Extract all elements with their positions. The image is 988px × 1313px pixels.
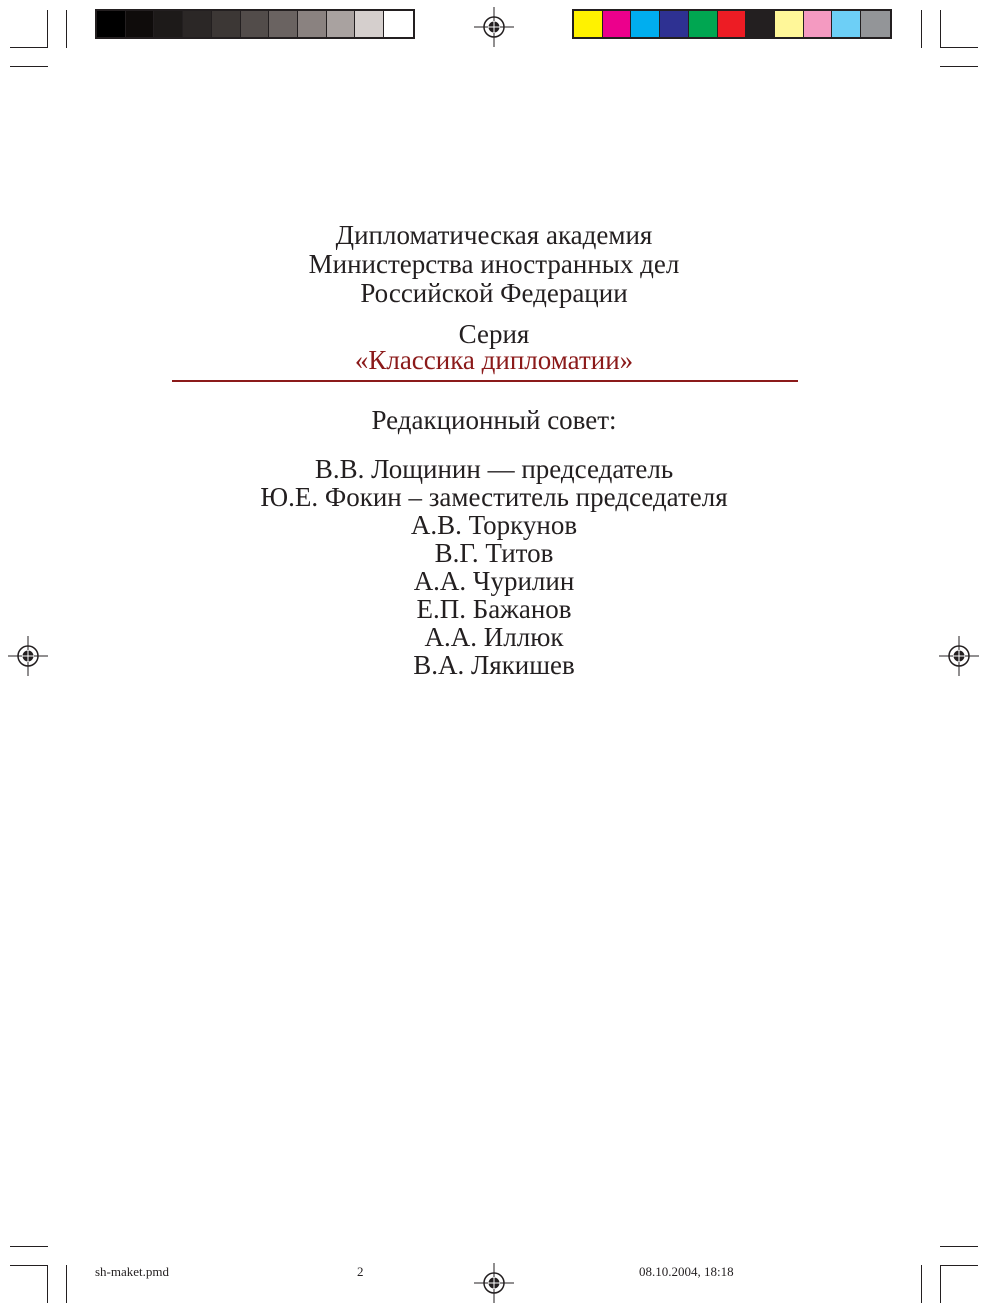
color-swatch <box>804 11 833 37</box>
board-member: В.А. Лякишев <box>413 650 575 680</box>
crop-mark <box>940 1265 941 1303</box>
institution-line: Дипломатическая академия <box>335 220 653 250</box>
crop-mark <box>921 10 922 48</box>
series-block <box>0 320 988 375</box>
board-member: А.В. Торкунов <box>410 510 578 540</box>
crop-mark <box>10 66 48 67</box>
color-swatch <box>183 11 212 37</box>
footer-timestamp: 08.10.2004, 18:18 <box>639 1264 734 1279</box>
crop-mark <box>940 66 978 67</box>
crop-mark <box>66 10 67 48</box>
crop-mark <box>940 10 941 48</box>
institution-line: Министерства иностранных дел <box>308 249 680 279</box>
color-swatch <box>97 11 126 37</box>
color-swatch <box>861 11 890 37</box>
color-swatch <box>689 11 718 37</box>
crop-mark <box>47 1265 48 1303</box>
footer-page-number: 2 <box>357 1264 364 1279</box>
board-member: А.А. Чурилин <box>413 566 575 596</box>
board-member: Е.П. Бажанов <box>416 594 572 624</box>
process-color-bar <box>572 9 892 39</box>
institution-line: Российской Федерации <box>360 278 628 308</box>
color-swatch <box>746 11 775 37</box>
board-member: А.А. Иллюк <box>424 622 564 652</box>
registration-mark-icon <box>474 1263 514 1303</box>
color-swatch <box>212 11 241 37</box>
color-swatch <box>298 11 327 37</box>
series-name: «Классика дипломатии» <box>354 345 634 375</box>
editorial-board-list <box>0 455 988 679</box>
color-swatch <box>574 11 603 37</box>
series-label: Серия <box>458 319 530 349</box>
footer-filename: sh-maket.pmd <box>95 1264 170 1279</box>
color-swatch <box>126 11 155 37</box>
crop-mark <box>10 47 48 48</box>
color-swatch <box>355 11 384 37</box>
crop-mark <box>47 10 48 48</box>
crop-mark <box>940 1265 978 1266</box>
crop-mark <box>921 1265 922 1303</box>
grayscale-color-bar <box>95 9 415 39</box>
crop-mark <box>10 1246 48 1247</box>
registration-mark-icon <box>474 7 514 47</box>
color-swatch <box>718 11 747 37</box>
crop-mark <box>940 47 978 48</box>
board-member: В.Г. Титов <box>434 538 554 568</box>
divider-rule <box>172 380 798 382</box>
color-swatch <box>603 11 632 37</box>
board-member: В.В. Лощинин — председатель <box>314 454 674 484</box>
color-swatch <box>832 11 861 37</box>
color-swatch <box>660 11 689 37</box>
color-swatch <box>384 11 413 37</box>
crop-mark <box>10 1265 48 1266</box>
editorial-board-heading-block <box>0 406 988 435</box>
crop-mark <box>66 1265 67 1303</box>
color-swatch <box>775 11 804 37</box>
color-swatch <box>327 11 356 37</box>
crop-mark <box>940 1246 978 1247</box>
color-swatch <box>241 11 270 37</box>
board-member: Ю.Е. Фокин – заместитель председателя <box>260 482 728 512</box>
editorial-board-heading: Редакционный совет: <box>371 405 617 435</box>
color-swatch <box>269 11 298 37</box>
color-swatch <box>154 11 183 37</box>
color-swatch <box>631 11 660 37</box>
institution-title <box>0 221 988 308</box>
